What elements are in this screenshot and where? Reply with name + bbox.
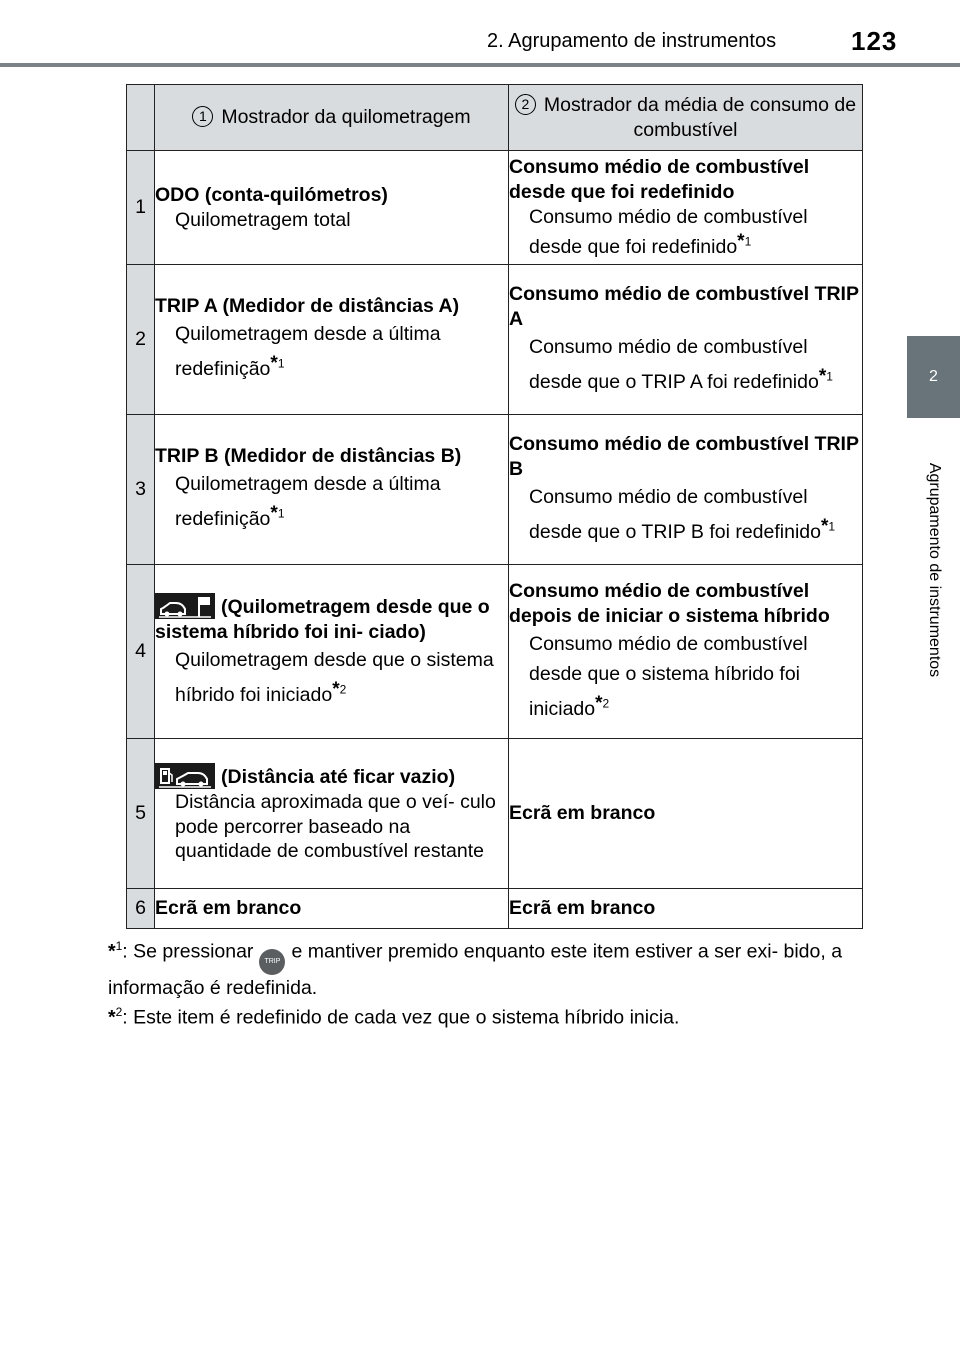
row-left-title: Ecrã em branco	[155, 897, 302, 920]
section-title: 2. Agrupamento de instrumentos	[487, 30, 777, 52]
row-left-title: (Distância até ficar vazio)	[221, 765, 456, 788]
col2-header-label: Mostrador da média de consumo de combustível	[543, 93, 857, 141]
row-left-cell	[155, 739, 509, 889]
row-right-cell	[509, 889, 863, 929]
table-row	[127, 265, 863, 415]
footnote-2	[108, 1004, 868, 1031]
table-header-row	[127, 85, 863, 151]
trip-button-icon: TRIP	[259, 949, 285, 975]
row-number: 4	[127, 565, 155, 739]
footnote-ref: 2	[602, 696, 610, 711]
footnote-1	[108, 938, 868, 1001]
row-number: 3	[127, 415, 155, 565]
col2-marker: 2	[515, 94, 536, 115]
footnote-star: *	[270, 353, 278, 375]
footnote-ref: 1	[826, 369, 833, 384]
table-row	[127, 739, 863, 889]
row-right-desc-wrap	[509, 629, 862, 725]
page-number: 123	[851, 26, 898, 56]
row-right-desc: Consumo médio de combustível desde que o sistema híbrido foi iniciado	[529, 632, 808, 721]
col1-header-label: Mostrador da quilometragem	[221, 106, 471, 129]
footnote-ref: 2	[339, 682, 347, 697]
footnote-ref: 1	[277, 356, 285, 371]
footnote-2-text: : Este item é redefinido de cada vez que o sistema híbrido inicia.	[122, 1006, 680, 1029]
car-with-flag-icon	[155, 593, 215, 619]
row-left-desc: Quilometragem desde a última redefinição	[175, 473, 441, 531]
row-right-desc-wrap	[509, 332, 862, 397]
row-right-cell	[509, 739, 863, 889]
footnote-number: 2	[115, 1005, 123, 1019]
row-right-cell	[509, 151, 863, 265]
footnote-star: *	[270, 503, 278, 525]
chapter-label: Agrupamento de instrumentos	[926, 462, 943, 678]
row-number: 5	[127, 739, 155, 889]
row-right-cell	[509, 415, 863, 565]
row-right-title: Consumo médio de combustível TRIP A	[509, 282, 859, 330]
row-right-title: Ecrã em branco	[509, 802, 656, 825]
footnote-star: *	[595, 693, 603, 715]
row-right-title: Consumo médio de combustível depois de iniciar o sistema híbrido	[509, 579, 830, 627]
row-left-title-wrap	[155, 763, 508, 790]
row-left-desc-wrap	[155, 645, 508, 710]
row-left-title-wrap	[155, 593, 508, 645]
table-row	[127, 565, 863, 739]
row-right-desc-wrap	[509, 205, 862, 260]
row-left-cell	[155, 415, 509, 565]
col1-marker: 1	[192, 106, 213, 127]
row-number: 1	[127, 151, 155, 265]
row-right-title: Ecrã em branco	[509, 897, 656, 920]
chapter-tab	[907, 336, 960, 418]
row-right-desc: Consumo médio de combustível desde que o TRIP B foi redefinido	[529, 485, 821, 543]
footnote-star: *	[820, 515, 829, 537]
header-empty-cell	[127, 85, 155, 151]
row-number: 6	[127, 889, 155, 929]
col2-header	[509, 85, 863, 151]
row-right-desc-wrap	[509, 482, 862, 547]
row-number: 2	[127, 265, 155, 415]
row-left-cell	[155, 265, 509, 415]
row-left-cell	[155, 565, 509, 739]
table-row	[127, 415, 863, 565]
footnote-ref: 1	[277, 506, 285, 521]
header-rule	[0, 63, 960, 67]
footnote-star: *	[737, 230, 745, 252]
footnote-1-text-after: e mantiver premido enquanto este item estiver a ser exi- bido, a informação é redefinida.	[108, 940, 843, 999]
row-left-desc: Distância aproximada que o veí- culo pode percorrer baseado na quantidade de combustível restante	[175, 790, 496, 863]
footnote-ref: 1	[744, 234, 752, 249]
table-row	[127, 151, 863, 265]
row-right-desc: Consumo médio de combustível desde que o TRIP A foi redefinido	[529, 335, 819, 393]
footnote-ref: 1	[828, 519, 836, 534]
row-left-desc: Quilometragem desde a última redefinição	[175, 323, 441, 381]
row-left-desc-wrap	[155, 319, 508, 384]
col1-header	[155, 85, 509, 151]
row-left-cell	[155, 151, 509, 265]
row-left-desc-wrap	[155, 469, 508, 534]
row-right-cell	[509, 265, 863, 415]
row-right-desc: Consumo médio de combustível desde que foi redefinido	[529, 206, 808, 258]
row-right-title: Consumo médio de combustível TRIP B	[509, 432, 859, 480]
row-left-desc: Quilometragem desde que o sistema híbrido foi iniciado	[175, 648, 494, 706]
row-left-desc: Quilometragem total	[175, 208, 351, 231]
row-right-title: Consumo médio de combustível desde que foi redefinido	[509, 156, 810, 204]
footnote-star: *	[332, 678, 340, 700]
footnote-1-text-before: : Se pressionar	[122, 940, 254, 963]
row-left-title: (Quilometragem desde que o sistema híbrido foi ini- ciado)	[155, 595, 490, 643]
row-right-cell	[509, 565, 863, 739]
row-left-cell	[155, 889, 509, 929]
fuel-pump-car-icon	[155, 763, 215, 789]
table-row	[127, 889, 863, 929]
footnote-star: *	[108, 940, 116, 963]
row-left-title: ODO (conta-quilómetros)	[155, 183, 388, 206]
row-left-title: TRIP B (Medidor de distâncias B)	[155, 445, 462, 468]
footnote-number: 1	[115, 939, 123, 953]
row-left-title: TRIP A (Medidor de distâncias A)	[155, 295, 460, 318]
footnote-star: *	[818, 365, 827, 387]
footnote-star: *	[108, 1006, 116, 1029]
display-table	[126, 84, 863, 929]
chapter-number: 2	[929, 368, 938, 385]
